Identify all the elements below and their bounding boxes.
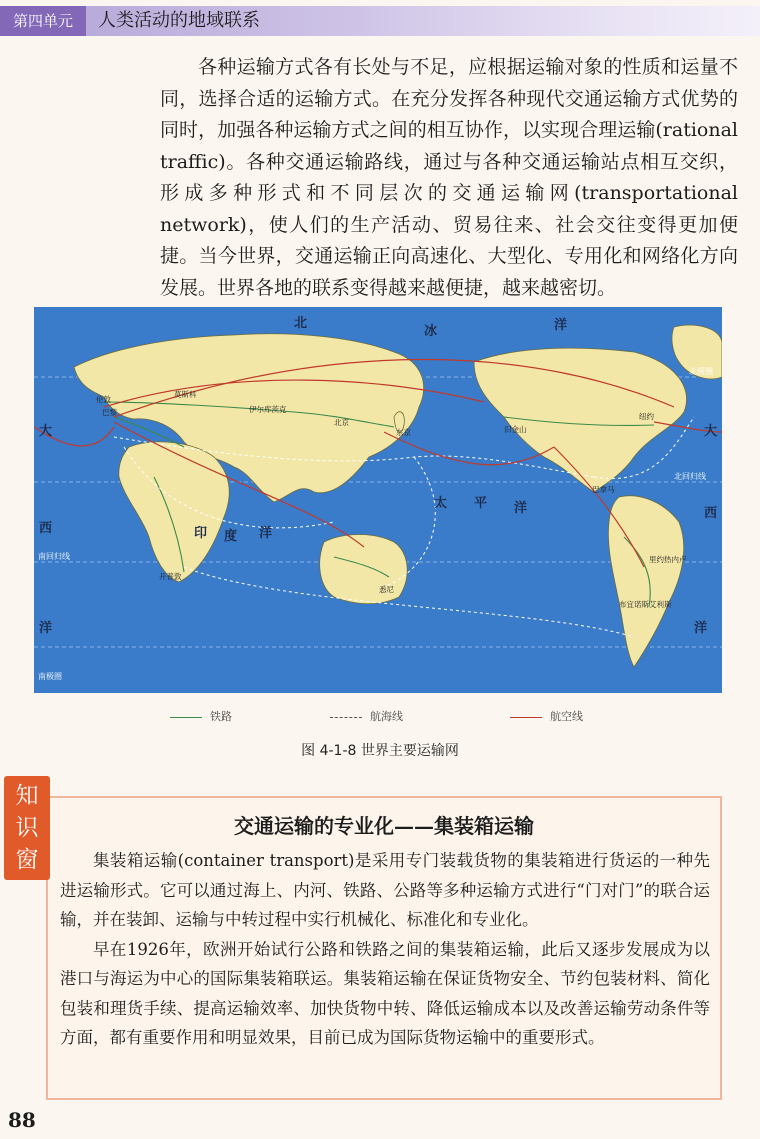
city-label: 莫斯科 (174, 390, 197, 399)
ocean-label: 西 (39, 521, 53, 536)
city-label: 东京 (396, 428, 411, 437)
ocean-label: 平 (474, 496, 488, 511)
ocean-label: 印 (194, 526, 208, 541)
city-label: 北京 (334, 418, 349, 427)
legend-rail-label: 铁路 (210, 710, 232, 723)
knowledge-text (60, 846, 710, 1053)
ocean-label: 大 (39, 424, 53, 439)
sea-line-swatch (330, 717, 362, 718)
city-label: 开普敦 (159, 572, 182, 581)
city-label: 旧金山 (504, 425, 527, 434)
ocean-label: 洋 (554, 318, 568, 333)
arctic-circle-label: 北极圈 (689, 367, 713, 376)
body-text (160, 52, 738, 304)
knowledge-paragraph: 集装箱运输(container transport)是采用专门装载货物的集装箱进行货运的一种先进运输形式。它可以通过海上、内河、铁路、公路等多种运输方式进行“门对门”的联合运输，并在装卸、运输与中转过程中实行机械化、标准化和专业化。 (60, 851, 710, 929)
tropic-capricorn-label: 南回归线 (38, 552, 70, 561)
city-label: 布宜诺斯艾利斯 (619, 600, 672, 609)
ocean-label: 洋 (39, 621, 53, 636)
legend-air (510, 708, 583, 724)
city-label: 里约热内卢 (649, 555, 687, 564)
ocean-label: 太 (434, 496, 448, 511)
city-label: 伊尔库茨克 (249, 405, 287, 414)
ocean-label: 大 (704, 424, 718, 439)
ocean-label: 度 (224, 529, 238, 544)
figure-caption: 图 4-1-8 世界主要运输网 (301, 743, 459, 759)
ocean-label: 北 (294, 316, 308, 331)
ocean-label: 洋 (514, 501, 528, 516)
badge-char: 窗 (15, 847, 39, 873)
rail-line-swatch (170, 717, 202, 718)
antarctic-circle-label: 南极圈 (38, 672, 62, 681)
tropic-cancer-label: 北回归线 (674, 472, 706, 481)
city-label: 巴拿马 (592, 485, 615, 494)
city-label: 伦敦 (96, 395, 111, 404)
unit-tag: 第四单元 (0, 6, 86, 36)
ocean-label: 西 (704, 506, 718, 521)
ocean-label: 洋 (694, 621, 708, 636)
knowledge-paragraph: 早在1926年，欧洲开始试行公路和铁路之间的集装箱运输，此后又逐步发展成为以港口与海运为中心的国际集装箱联运。集装箱运输在保证货物安全、节约包装材料、简化包装和理货手续、提高运输效率、加快货物中转、降低运输成本以及改善运输劳动条件等方面，都有重要作用和明显效果，目前已成为国际货物运输中的重要形式。 (60, 939, 710, 1047)
city-label: 悉尼 (379, 585, 394, 594)
air-line-swatch (510, 717, 542, 718)
australia (320, 535, 408, 604)
city-label: 纽约 (639, 412, 654, 421)
unit-title: 人类活动的地域联系 (98, 10, 260, 31)
badge-char: 知 (15, 783, 39, 809)
city-label: 巴黎 (102, 408, 117, 417)
legend-sea (330, 708, 403, 724)
ocean-label: 冰 (424, 324, 438, 339)
knowledge-badge (4, 776, 50, 880)
body-paragraph: 各种运输方式各有长处与不足，应根据运输对象的性质和运量不同，选择合适的运输方式。在充分发挥各种现代交通运输方式优势的同时，加强各种运输方式之间的相互协作，以实现合理运输(rational traffic)。各种交通运输路线，通过与各种交通运输站点相互交织，形成多种形式和不同层次的交通运输网(transportational network)，使人们的生产活动、贸易往来、社会交往变得更加便捷。当今世界，交通运输正向高速化、大型化、专用化和网络化方向发展。世界各地的联系变得越来越便捷，越来越密切。 (160, 56, 738, 299)
world-transport-map (34, 307, 722, 693)
page-number: 88 (8, 1108, 36, 1132)
legend-air-label: 航空线 (550, 710, 583, 723)
badge-char: 识 (15, 815, 39, 841)
ocean-label: 洋 (259, 526, 273, 541)
legend-sea-label: 航海线 (370, 710, 403, 723)
legend-rail (170, 708, 232, 724)
knowledge-title: 交通运输的专业化——集装箱运输 (234, 814, 534, 838)
